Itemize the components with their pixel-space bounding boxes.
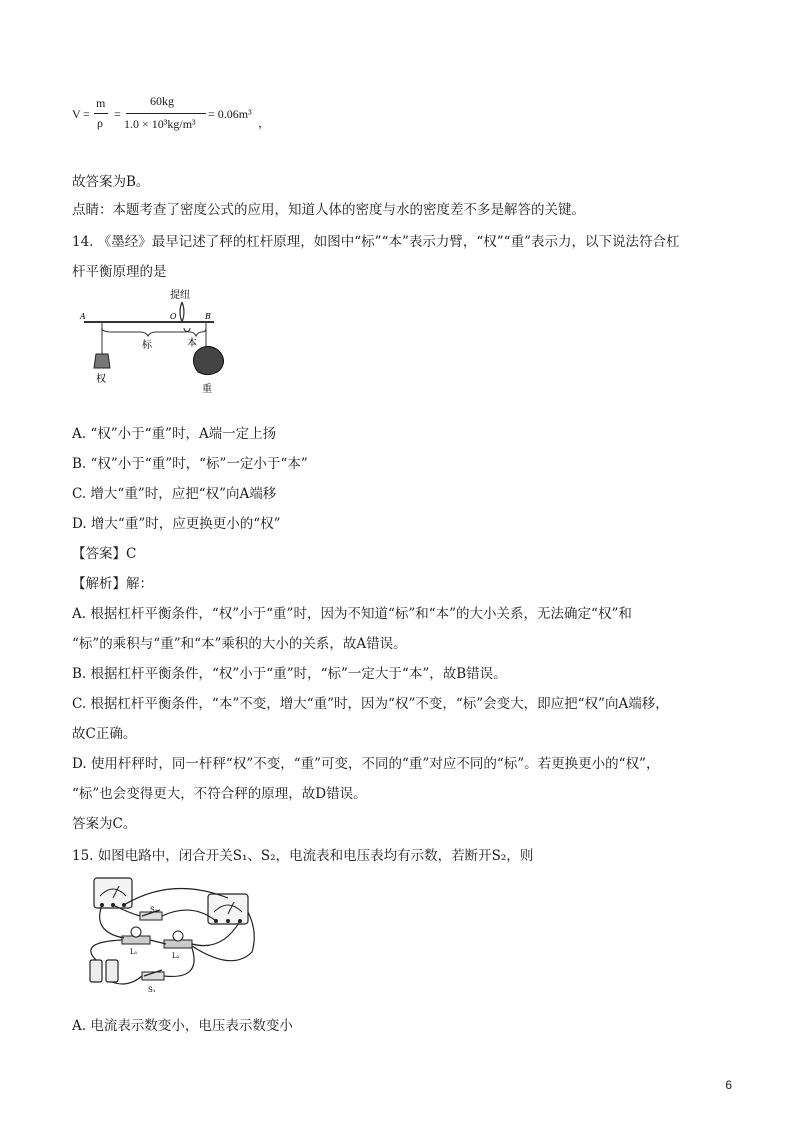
formula-result: = 0.06m³ (208, 107, 252, 121)
q14-analysis-d-line2: “标”也会变得更大，不符合秤的原理，故D错误。 (72, 786, 367, 802)
formula-rho: ρ (97, 116, 103, 130)
label-zhong: 重 (202, 384, 212, 395)
fraction-bar-1 (94, 113, 108, 114)
battery-1 (90, 960, 102, 982)
biao-brace (102, 328, 190, 336)
q14-conclusion: 答案为C。 (72, 816, 137, 832)
label-handle: 提纽 (170, 290, 190, 301)
formula-m: m (96, 96, 106, 110)
q14-analysis-c-line2: 故C正确。 (72, 726, 137, 742)
circuit-figure (72, 872, 272, 997)
q14-analysis-b: B. 根据杠杆平衡条件，“权”小于“重”时，“标”一定大于“本”，故B错误。 (72, 666, 507, 682)
handle-rope (180, 302, 184, 322)
q15-option-a: A. 电流表示数变小，电压表示数变小 (72, 1018, 293, 1034)
label-ben: 本 (187, 338, 197, 349)
formula-eq1: = (83, 107, 90, 121)
label-B: B (205, 312, 211, 321)
bulb-l1 (131, 927, 141, 937)
previous-comment: 点睛：本题考查了密度公式的应用，知道人体的密度与水的密度差不多是解答的关键。 (72, 202, 585, 218)
q14-analysis-a-line2: “标”的乘积与“重”和“本”乘积的大小的关系，故A错误。 (72, 636, 407, 652)
label-s2: S₂ (150, 906, 158, 914)
q14-option-c: C. 增大“重”时，应把“权”向A端移 (72, 486, 277, 502)
label-O: O (170, 312, 177, 321)
steelyard-figure (72, 282, 272, 397)
bulb-l2 (173, 931, 183, 941)
label-s1: S₁ (148, 986, 156, 994)
formula-denominator: 1.0 × 10³kg/m³ (124, 117, 196, 131)
q14-answer: 【答案】C (72, 546, 137, 562)
q14-analysis-title: 【解析】解： (72, 576, 153, 592)
density-formula (72, 92, 312, 142)
label-l1: L₁ (130, 948, 138, 956)
previous-answer: 故答案为B。 (72, 174, 150, 190)
q14-analysis-d-line1: D. 使用杆秤时，同一杆秤“权”不变，“重”可变，不同的“重”对应不同的“标”。若更换更小的“权”， (72, 756, 660, 772)
formula-eq2: = (114, 107, 121, 121)
q14-analysis-c-line1: C. 根据杠杆平衡条件，“本”不变，增大“重”时，因为“权”不变，“标”会变大，即应把“权”向A端移， (72, 696, 669, 712)
page-number: 6 (725, 1078, 732, 1092)
label-quan: 权 (96, 374, 106, 385)
battery-2 (106, 960, 118, 982)
label-A: A (80, 312, 86, 321)
formula-v: V (72, 107, 81, 121)
ben-brace (184, 328, 206, 336)
quan-weight (94, 354, 110, 368)
q14-option-d: D. 增大“重”时，应更换更小的“权” (72, 516, 281, 532)
label-biao: 标 (142, 340, 152, 351)
formula-numerator: 60kg (150, 94, 174, 108)
q14-stem-line1: 14. 《墨经》最早记述了秤的杠杆原理，如图中“标”“本”表示力臂，“权”“重”表示力，以下说法符合杠 (72, 234, 680, 250)
q15-stem: 15. 如图电路中，闭合开关S₁、S₂，电流表和电压表均有示数，若断开S₂，则 (72, 848, 534, 864)
q14-analysis-a-line1: A. 根据杠杆平衡条件，“权”小于“重”时，因为不知道“标”和“本”的大小关系，无法确定“权”和 (72, 606, 632, 622)
q14-stem-line2: 杆平衡原理的是 (72, 264, 167, 280)
formula-comma: ， (258, 116, 271, 130)
zhong-load (193, 346, 223, 374)
label-l2: L₂ (172, 952, 180, 960)
q14-option-b: B. “权”小于“重”时，“标”一定小于“本” (72, 456, 308, 472)
fraction-bar-2 (126, 113, 206, 114)
q14-option-a: A. “权”小于“重”时，A端一定上扬 (72, 426, 277, 442)
